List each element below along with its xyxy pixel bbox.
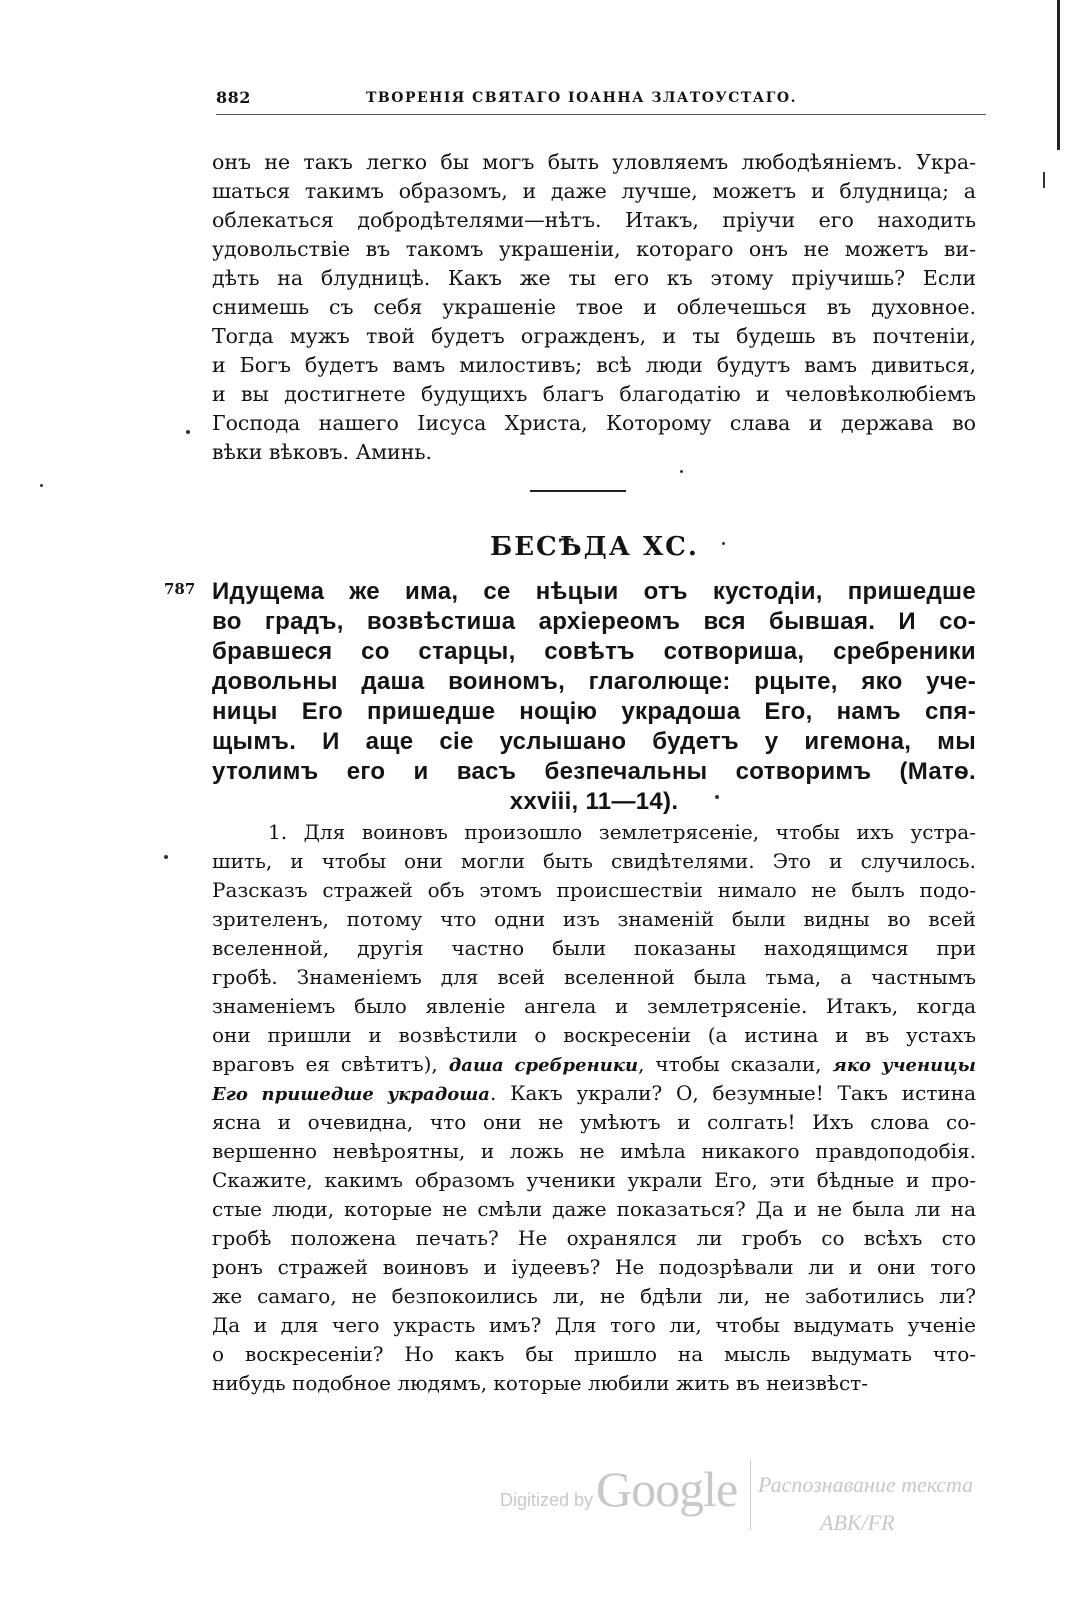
body-line	[212, 1079, 976, 1108]
intro-line: шаться такимъ образомъ, и даже лучше, можетъ и блудница; а	[212, 179, 976, 203]
scripture-line: утолимъ его и васъ безпечальны сотворимъ (Матѳ.	[212, 758, 976, 785]
scripture-line: щымъ. И аще сіе услышано будетъ у игемона, мы	[212, 728, 976, 755]
intro-line: облекаться добродѣтелями—нѣтъ. Итакъ, пріучи его находить	[212, 208, 976, 232]
body-line: ронъ стражей воиновъ и іудеевъ? Не подозрѣвали ли и они того	[212, 1255, 976, 1279]
running-header	[216, 88, 986, 115]
digitization-watermark	[500, 1460, 1020, 1540]
body-line: они пришли и возвѣстили о воскресеніи (а истина и въ устахъ	[212, 1023, 976, 1047]
body-line: знаменіемъ было явленіе ангела и землетрясеніе. Итакъ, когда	[212, 994, 976, 1018]
intro-line: онъ не такъ легко бы могъ быть уловляемъ любодѣяніемъ. Укра-	[212, 150, 976, 174]
intro-line: Тогда мужъ твой будетъ огражденъ, и ты будешь въ почтеніи,	[212, 324, 976, 348]
intro-line: Господа нашего Іисуса Христа, Которому слава и держава во	[212, 411, 976, 435]
scan-speck	[715, 795, 719, 799]
body-line: же самаго, не безпокоились ли, не бдѣли ли, не заботились ли?	[212, 1284, 976, 1308]
sermon-title: БЕСѢДА ХС.	[490, 532, 699, 562]
scripture-quote	[212, 577, 976, 817]
scan-speck	[680, 470, 683, 473]
intro-paragraph	[212, 148, 976, 467]
body-line: гробѣ положена печать? Не охранялся ли гробъ со всѣхъ сто	[212, 1226, 976, 1250]
intro-line: снимешь съ себя украшеніе твое и облечешься въ духовное.	[212, 295, 976, 319]
body-line: 1. Для воиновъ произошло землетрясеніе, чтобы ихъ устра-	[268, 820, 976, 844]
body-line: Разсказъ стражей объ этомъ происшествіи нимало не былъ подо-	[212, 878, 976, 902]
running-title: ТВОРЕНІЯ СВЯТАГО ІОАННА ЗЛАТОУСТАГО.	[366, 90, 797, 106]
italic-quote: яко ученицы	[832, 1055, 976, 1076]
body-line: стые люди, которые не смѣли даже показаться? Да и не была ли на	[212, 1197, 976, 1221]
scan-speck	[40, 484, 43, 487]
abk-label: ABK/FR	[820, 1510, 895, 1535]
google-logo: Google	[596, 1461, 738, 1517]
body-line: Да и для чего украсть имъ? Для того ли, чтобы выдумать ученіе	[212, 1313, 976, 1337]
body-paragraph	[212, 818, 976, 1398]
body-line: шить, и чтобы они могли быть свидѣтелями. Это и случилось.	[212, 849, 976, 873]
scan-speck	[164, 855, 168, 859]
italic-quote: даша сребреники	[448, 1055, 639, 1076]
scan-edge-mark	[1043, 172, 1045, 188]
scripture-line: Идущема же има, се нѣцыи отъ кустодіи, пришедше	[212, 578, 976, 605]
body-line: ясна и очевидна, что они не умѣютъ и солгать! Ихъ слова со-	[212, 1110, 976, 1134]
body-segment: враговъ ея свѣтитъ),	[212, 1052, 449, 1076]
intro-line: вѣки вѣковъ. Аминь.	[212, 440, 433, 464]
scan-speck	[722, 542, 725, 545]
body-segment: , чтобы сказали,	[638, 1052, 833, 1076]
scripture-line: ницы Его пришедше нощію украдоша Его, намъ спя-	[212, 698, 976, 725]
body-line: Скажите, какимъ образомъ ученики украли Его, эти бѣдные и про-	[212, 1168, 976, 1192]
body-line: вершенно невѣроятны, и ложь не имѣла никакого правдоподобія.	[212, 1139, 976, 1163]
scripture-line: бравшеся со старцы, совѣтъ сотвориша, сребреники	[212, 638, 976, 665]
body-segment: . Какъ украли? О, безумные! Такъ истина	[489, 1081, 976, 1105]
body-line: гробѣ. Знаменіемъ для всей вселенной была тьма, а частнымъ	[212, 965, 976, 989]
body-line: о воскресеніи? Но какъ бы пришло на мысль выдумать что-	[212, 1342, 976, 1366]
recognition-label: Распознавание текста	[758, 1472, 974, 1497]
scan-edge-line	[1057, 0, 1060, 150]
intro-line: и Богъ будетъ вамъ милостивъ; всѣ люди будутъ вамъ дивиться,	[212, 353, 976, 377]
digitized-by-label: Digitized by	[500, 1490, 594, 1510]
scripture-line: довольны даша воиномъ, глаголюще: рцыте, яко уче-	[212, 668, 976, 695]
section-divider	[530, 490, 626, 492]
body-line: зрителенъ, потому что одни изъ знаменій были видны во всей	[212, 907, 976, 931]
scripture-line: во градъ, возвѣстиша архіереомъ вся бывшая. И со-	[212, 608, 976, 635]
watermark-separator	[750, 1460, 751, 1530]
body-line: нибудь подобное людямъ, которые любили жить въ неизвѣст-	[212, 1371, 868, 1395]
scripture-line: xxviii, 11—14).	[509, 788, 679, 815]
intro-line: удовольствіе въ такомъ украшеніи, котораго онъ не можетъ ви-	[212, 237, 976, 261]
body-line: вселенной, другія частно были показаны находящимся при	[212, 936, 976, 960]
page-number: 882	[216, 88, 251, 107]
intro-line: дѣть на блудницѣ. Какъ же ты его къ этому пріучишь? Если	[212, 266, 976, 290]
body-line	[212, 1050, 976, 1079]
intro-line: и вы достигнете будущихъ благъ благодатію и человѣколюбіемъ	[212, 382, 976, 406]
italic-quote: Его пришедше украдоша	[212, 1084, 490, 1105]
margin-number: 787	[164, 580, 196, 598]
scan-speck	[186, 430, 190, 434]
